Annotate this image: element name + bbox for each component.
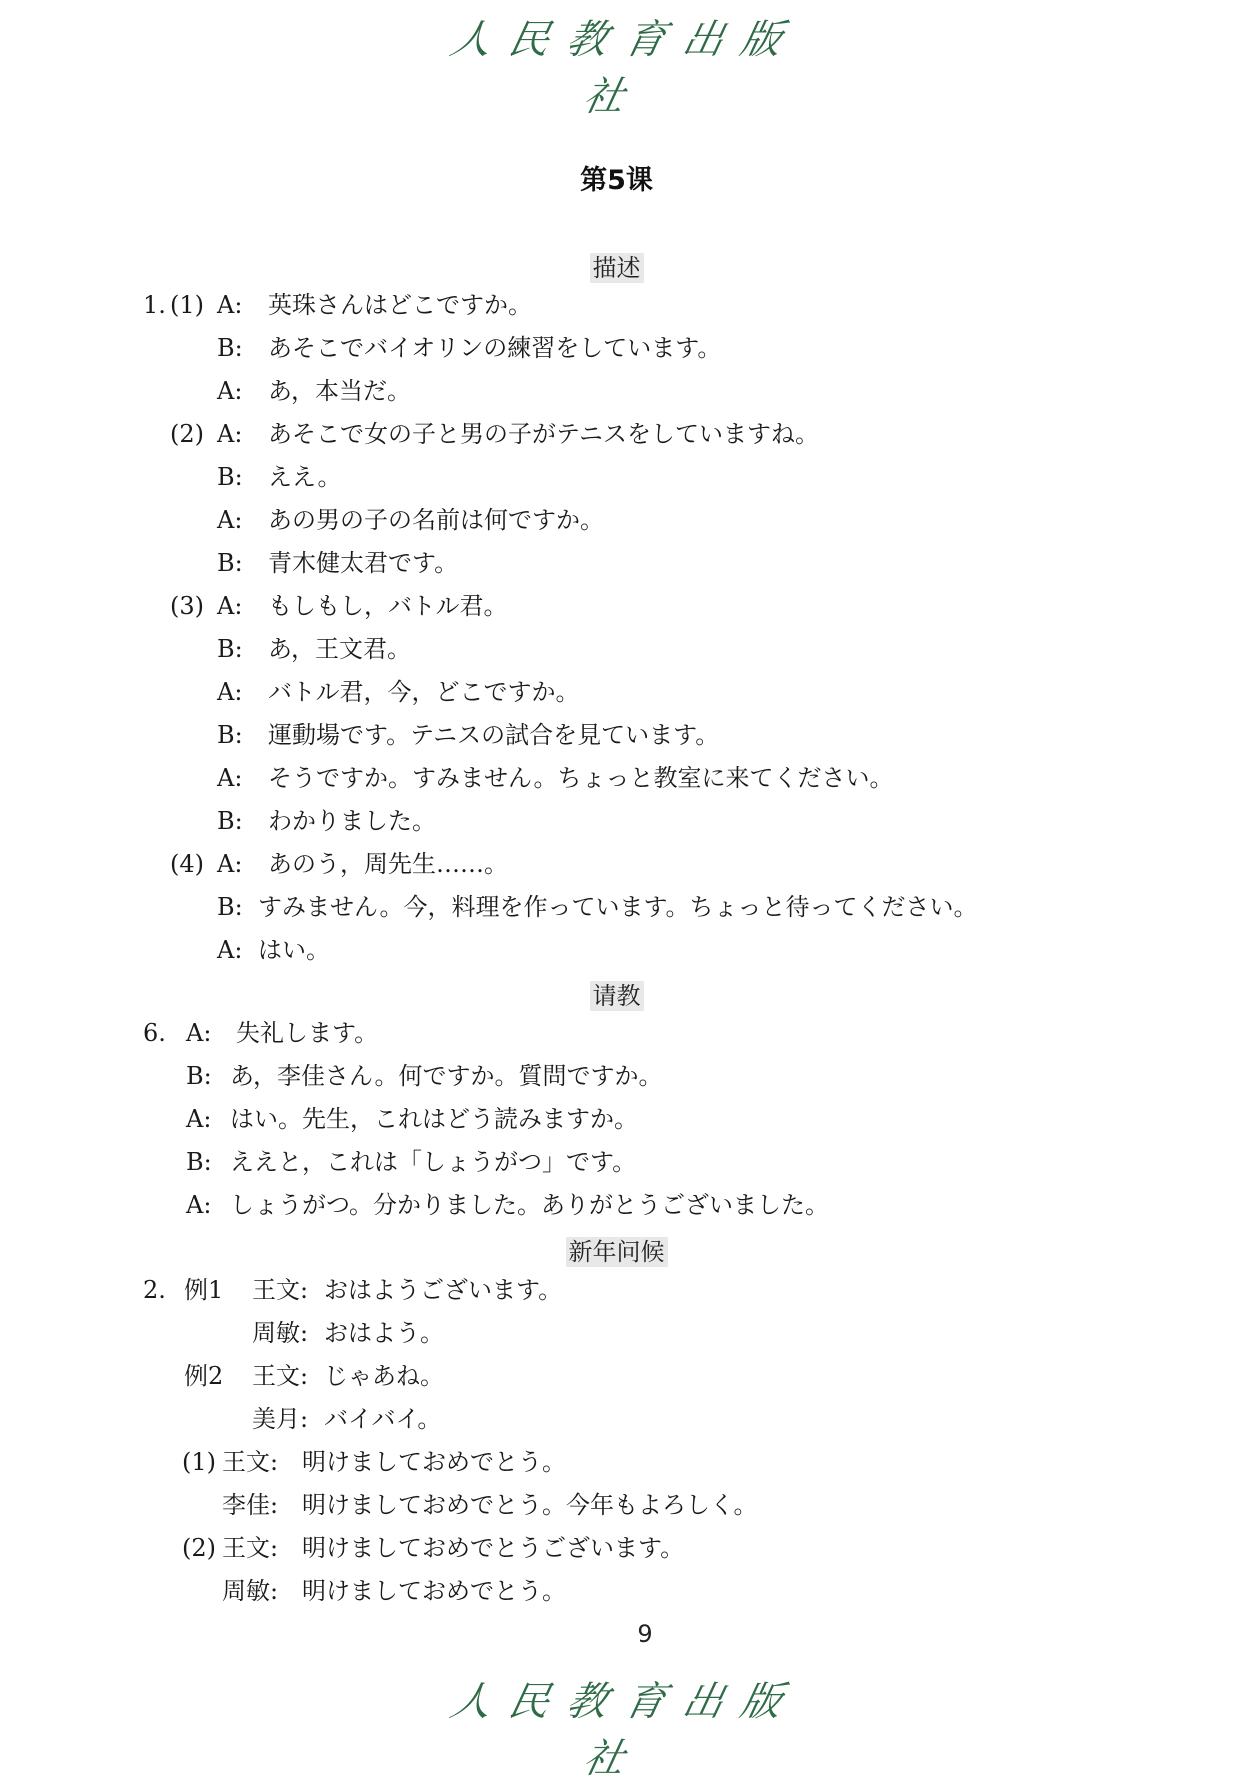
speaker-label: B: [217,549,243,577]
part-number: (4) [170,850,204,878]
part-number: (1) [182,1448,216,1476]
publisher-logo-text: 人民教育出版社 [446,17,805,120]
speaker-label: A: [217,592,243,620]
line-text: あの男の子の名前は何ですか。 [268,506,604,534]
speaker-label: B: [217,334,243,362]
part-number: (1) [170,291,204,319]
speaker-label: A: [186,1019,212,1047]
line-text: バイバイ。 [324,1405,442,1433]
publisher-logo-bottom [440,1666,805,1782]
speaker-label: A: [217,764,243,792]
speaker-label: 王文: [252,1362,309,1390]
speaker-label: B: [186,1148,212,1176]
speaker-label: 周敏: [222,1577,279,1605]
speaker-label: B: [217,893,243,921]
line-text: おはよう。 [324,1319,444,1347]
publisher-logo-text: 人民教育出版社 [446,1679,805,1782]
line-text: すみません。今，料理を作っています。ちょっと待ってください。 [258,893,978,921]
line-text: 失礼します。 [236,1019,379,1047]
item-number: 1. [143,291,166,319]
line-text: 明けましておめでとう。 [302,1577,566,1605]
item-number: 6. [143,1019,166,1047]
line-text: じゃあね。 [324,1362,444,1390]
line-text: あ，王文君。 [268,635,412,663]
line-text: あのう，周先生……。 [268,850,508,878]
line-text: 運動場です。テニスの試合を見ています。 [268,721,720,749]
section-heading-new-year: 新年问候 [0,1232,1233,1267]
line-text: 明けましておめでとう。 [302,1448,566,1476]
section-heading-describe: 描述 [0,248,1233,283]
speaker-label: 美月: [252,1405,309,1433]
example-label: 例1 [184,1276,224,1304]
section-heading-ask: 请教 [0,976,1233,1011]
line-text: おはようございます。 [324,1276,563,1304]
line-text: そうですか。すみません。ちょっと教室に来てください。 [268,764,894,792]
line-text: 青木健太君です。 [268,549,459,577]
speaker-label: 王文: [222,1534,279,1562]
line-text: バトル君，今，どこですか。 [268,678,580,706]
speaker-label: B: [217,721,243,749]
speaker-label: B: [217,635,243,663]
item-number: 2. [143,1276,166,1304]
speaker-label: A: [217,377,243,405]
speaker-label: 王文: [252,1276,309,1304]
speaker-label: A: [217,420,243,448]
line-text: 英珠さんはどこですか。 [268,291,532,319]
speaker-label: A: [217,506,243,534]
speaker-label: A: [217,936,243,964]
line-text: はい。先生，これはどう読みますか。 [230,1105,638,1133]
line-text: しょうがつ。分かりました。ありがとうございました。 [230,1191,830,1219]
speaker-label: 李佳: [222,1491,279,1519]
part-number: (2) [182,1534,216,1562]
speaker-label: A: [186,1191,212,1219]
part-number: (3) [170,592,204,620]
line-text: はい。 [258,936,330,964]
line-text: もしもし，バトル君。 [268,592,508,620]
line-text: ええ。 [268,463,342,491]
speaker-label: B: [217,807,243,835]
line-text: わかりました。 [268,807,436,835]
line-text: ええと，これは「しょうがつ」です。 [230,1148,637,1176]
speaker-label: A: [217,850,243,878]
speaker-label: 王文: [222,1448,279,1476]
line-text: 明けましておめでとうございます。 [302,1534,685,1562]
speaker-label: A: [217,678,243,706]
line-text: あ，本当だ。 [268,377,412,405]
speaker-label: B: [186,1062,212,1090]
speaker-label: A: [217,291,243,319]
line-text: あそこで女の子と男の子がテニスをしていますね。 [268,420,820,448]
page-number: 9 [637,1620,653,1648]
speaker-label: B: [217,463,243,491]
line-text: あそこでバイオリンの練習をしています。 [268,334,722,362]
part-number: (2) [170,420,204,448]
line-text: あ，李佳さん。何ですか。質問ですか。 [230,1062,663,1090]
speaker-label: A: [186,1105,212,1133]
publisher-logo-top [440,4,805,120]
example-label: 例2 [184,1362,224,1390]
speaker-label: 周敏: [252,1319,309,1347]
line-text: 明けましておめでとう。今年もよろしく。 [302,1491,758,1519]
lesson-title: 第5课 [580,165,653,196]
